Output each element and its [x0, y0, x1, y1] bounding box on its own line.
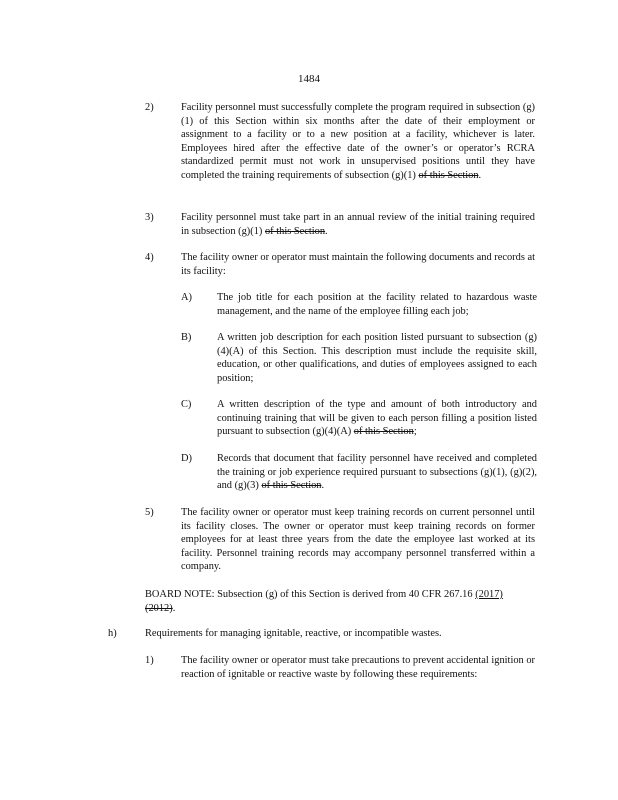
sub-item-text: A written job description for each position listed pursuant to subsection (g)(4)(A) of this Section. This description must include the requisite skill, education, or other qualifications, and duties of employees assigned to each position;	[217, 332, 537, 384]
page-number: 1484	[298, 73, 320, 85]
sub-item-label: B)	[181, 332, 192, 343]
sub-item-end: .	[321, 480, 325, 492]
item-text: The facility owner or operator must maintain the following documents and records at its facility:	[181, 252, 535, 277]
item-text	[181, 101, 535, 183]
item-text: The facility owner or operator must keep training records on current personnel until its facility closes. The owner or operator must keep training records on former employees for at least three years from the date the employee last worked at its facility. Personnel training records may accompany personnel transferred within a company.	[181, 507, 535, 573]
section-title: Requirements for managing ignitable, reactive, or incompatible wastes.	[145, 628, 442, 639]
struck-text: of this Section	[264, 225, 326, 237]
sub-item-body: Records that document that facility personnel have received and completed the training or job experience required pursuant to subsections (g)(1), (g)(2), and (g)(3)	[217, 453, 537, 492]
item-text	[181, 211, 535, 238]
struck-text: of this Section	[353, 426, 414, 438]
sub-item-label: C)	[181, 399, 192, 410]
sub-item-text: The job title for each position at the facility related to hazardous waste management, and the name of the employee filling each job;	[217, 292, 537, 317]
item-body: Facility personnel must take part in an annual review of the initial training required in subsection (g)(1)	[181, 212, 535, 237]
board-note-text: BOARD NOTE: Subsection (g) of this Section is derived from 40 CFR 267.16	[145, 589, 473, 600]
sub-item-text	[217, 452, 537, 493]
sub-item-label: D)	[181, 453, 192, 464]
board-note	[145, 588, 535, 615]
sub-item-label: A)	[181, 292, 192, 303]
deleted-text: (2012)	[145, 602, 173, 614]
struck-text: of this Section	[418, 169, 479, 181]
item-end: .	[478, 169, 482, 181]
item-label: 4)	[145, 252, 154, 263]
section-label: h)	[108, 628, 117, 639]
item-label: 2)	[145, 102, 154, 113]
sub-item-end: ;	[413, 426, 417, 438]
item-label: 1)	[145, 655, 154, 666]
board-note-end: .	[172, 602, 176, 614]
item-end: .	[325, 225, 328, 237]
item-label: 5)	[145, 507, 154, 518]
sub-item-body: A written description of the type and amount of both introductory and continuing training that will be given to each person filling a position listed pursuant to subsection (g)(4)(A)	[217, 399, 537, 438]
item-text: The facility owner or operator must take precautions to prevent accidental ignition or reaction of ignitable or reactive waste by following these requirements:	[181, 655, 535, 680]
sub-item-text	[217, 398, 537, 439]
struck-text: of this Section	[261, 480, 322, 492]
item-label: 3)	[145, 212, 154, 223]
inserted-text: (2017)	[475, 589, 503, 600]
item-body: Facility personnel must successfully complete the program required in subsection (g)(1) of this Section within six months after the date of their employment or assignment to a facility or to a new position at a facility, whichever is later. Employees hired after the effective date of the owner’s or operator’s RCRA standardized permit must not work in unsupervised positions until they have completed the training requirements of subsection (g)(1)	[181, 102, 535, 181]
